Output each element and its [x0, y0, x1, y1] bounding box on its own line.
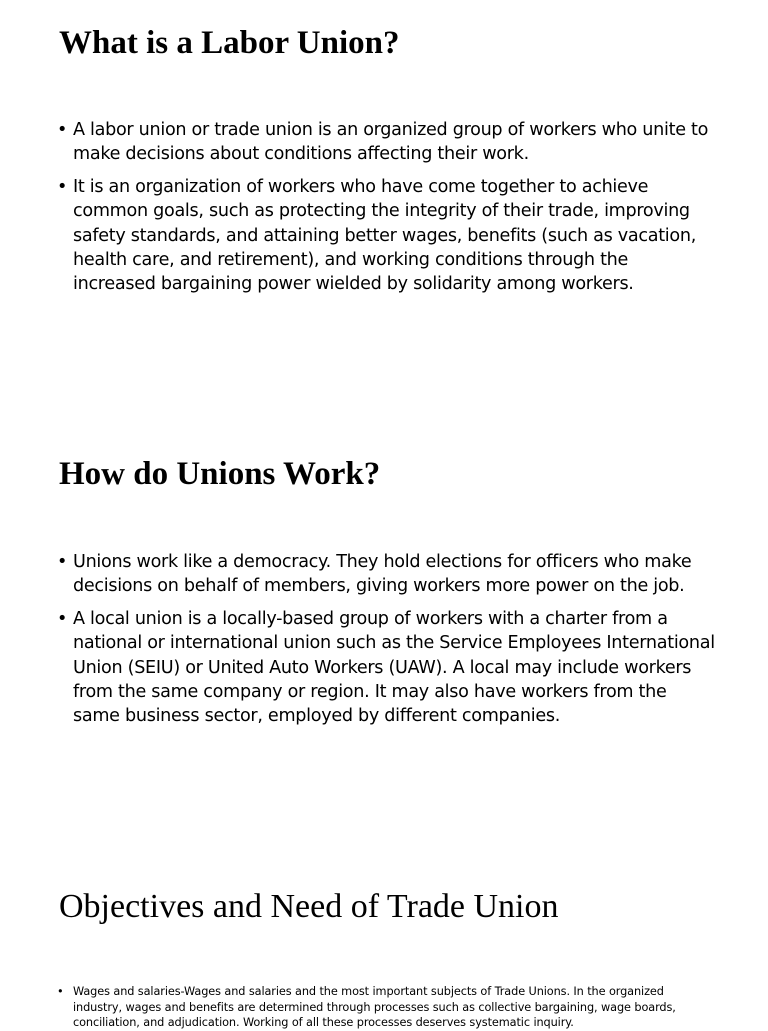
bullet-text: A labor union or trade union is an organized group of workers who unite to make decisions about conditions affecting their work. — [73, 120, 709, 165]
bullet-icon: • — [57, 552, 68, 572]
bullet-item — [57, 175, 715, 297]
bullet-list — [57, 118, 715, 305]
bullet-icon: • — [57, 120, 68, 140]
bullet-item — [57, 118, 715, 167]
bullet-text: Wages and salaries-Wages and salaries and the most important subjects of Trade Unions. In the organized industry, wages and benefits are determined through processes such as collective bargaining, wage boards, conciliation, and adjudication. Working of all these processes deserves systematic inquiry. — [73, 985, 676, 1029]
bullet-item — [57, 550, 715, 599]
slide-title: How do Unions Work? — [59, 456, 381, 492]
bullet-icon: • — [57, 985, 64, 998]
bullet-text: A local union is a locally-based group of workers with a charter from a national or international union such as the Service Employees International Union (SEIU) or United Auto Workers (UAW). A local may include workers from the same company or region. It may also have workers from the same business sector, employed by different companies. — [73, 608, 715, 727]
bullet-text: It is an organization of workers who have come together to achieve common goals, such as protecting the integrity of their trade, improving safety standards, and attaining better wages, benefits (such as vacation, health care, and retirement), and working conditions through the increased bargaining power wielded by solidarity among workers. — [73, 176, 696, 295]
bullet-text: Unions work like a democracy. They hold elections for officers who make decisions on behalf of members, giving workers more power on the job. — [73, 552, 692, 597]
slide-title: What is a Labor Union? — [59, 25, 400, 61]
bullet-icon: • — [57, 176, 68, 197]
bullet-list — [57, 550, 715, 737]
bullet-item — [57, 607, 715, 729]
slide-title: Objectives and Need of Trade Union — [59, 888, 559, 925]
bullet-icon: • — [57, 608, 68, 629]
